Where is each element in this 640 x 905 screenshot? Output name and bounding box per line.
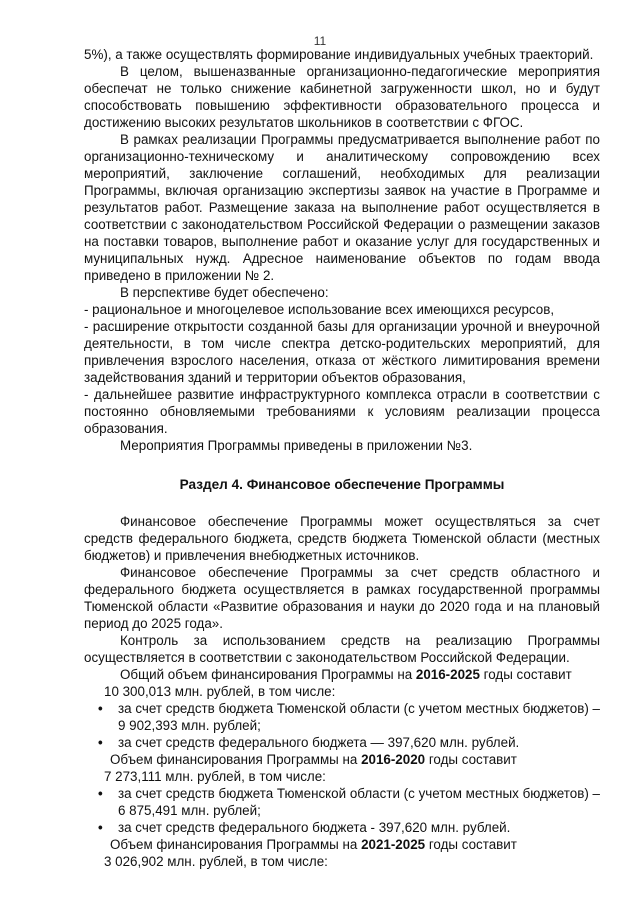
paragraph-perspective: В перспективе будет обеспечено: xyxy=(120,285,329,300)
paragraph-continuation: 5%), а также осуществлять формирование индивидуальных учебных траекторий. xyxy=(84,47,594,62)
dash-item-infrastructure: - дальнейшее развитие инфраструктурного комплекса отрасли в соответствии с постоянно обновляемыми требованиями к условиям реализации процесса образования. xyxy=(84,387,600,436)
bullet-item: • за счет средств федерального бюджета - 397,620 млн. рублей. xyxy=(98,820,511,835)
dash-item-resources: - рациональное и многоцелевое использование всех имеющихся ресурсов, xyxy=(84,302,555,317)
funding-2016-2020-amount: 7 273,111 млн. рублей, в том числе: xyxy=(104,769,326,784)
bullet-item: • за счет средств бюджета Тюменской области (с учетом местных бюджетов) – 9 902,393 млн. рублей; xyxy=(98,701,600,733)
bullet-icon: • xyxy=(98,701,103,716)
paragraph-finance-control: Контроль за использованием средств на реализацию Программы осуществляется в соответствии с законодательством Российской Федерации. xyxy=(84,633,600,665)
paragraph-events-reference: Мероприятия Программы приведены в приложении №3. xyxy=(120,438,473,453)
page-number: 11 xyxy=(313,34,327,48)
paragraph-finance-regional: Финансовое обеспечение Программы за счет средств областного и федерального бюджета осуществляется в рамках государственной программы Тюменской области «Развитие образования и науки до 2020 года и на плановый период до 2025 года». xyxy=(84,565,600,631)
period-2016-2020: 2016-2020 xyxy=(361,752,426,767)
section-title: Раздел 4. Финансовое обеспечение Программы xyxy=(179,477,505,492)
paragraph-implementation: В рамках реализации Программы предусматривается выполнение работ по организационно-техническому и аналитическому сопровождению всех мероприятий, заключение соглашений, необходимых для реализации Программы, включая организацию экспертизы заявок на участие в Программе и результатов работ. Размещение заказа на выполнение работ осуществляется в соответствии с законодательством Российской Федерации о размещении заказов на поставки товаров, выполнение работ и оказание услуг для государственных и муниципальных нужд. Адресное наименование объектов по годам ввода приведено в приложении № 2. xyxy=(84,132,600,283)
funding-2021-2025-amount: 3 026,902 млн. рублей, в том числе: xyxy=(104,854,328,869)
dash-item-openness: - расширение открытости созданной базы для организации урочной и внеурочной деятельности, в том числе спектра детско-родительских мероприятий, для привлечения взрослого населения, отказа от жёсткого лимитирования времени задействования зданий и территории объектов образования, xyxy=(84,319,600,385)
funding-2016-2020-line: Объем финансирования Программы на 2016-2020 годы составит xyxy=(110,752,517,767)
bullet-icon: • xyxy=(98,735,103,750)
total-funding-amount: 10 300,013 млн. рублей, в том числе: xyxy=(104,684,336,699)
paragraph-finance-sources: Финансовое обеспечение Программы может осуществляться за счет средств федерального бюджета, средств бюджета Тюменской области (местных бюджетов) и привлечения внебюджетных источников. xyxy=(84,514,600,563)
total-funding-line: Общий объем финансирования Программы на 2016-2025 годы составит xyxy=(120,667,572,682)
bullet-icon: • xyxy=(98,820,103,835)
bullet-item: • за счет средств бюджета Тюменской области (с учетом местных бюджетов) – 6 875,491 млн. рублей; xyxy=(98,786,600,818)
total-period: 2016-2025 xyxy=(415,667,480,682)
period-2021-2025: 2021-2025 xyxy=(361,837,426,852)
page-content xyxy=(84,46,600,870)
funding-2021-2025-line: Объем финансирования Программы на 2021-2025 годы составит xyxy=(110,837,517,852)
bullet-item: • за счет средств федерального бюджета — 397,620 млн. рублей. xyxy=(98,735,520,750)
bullet-icon: • xyxy=(98,786,103,801)
paragraph-summary: В целом, вышеназванные организационно-педагогические мероприятия обеспечат не только снижение кабинетной загруженности школ, но и будут способствовать повышению эффективности образовательного процесса и достижению высоких результатов школьников в соответствии с ФГОС. xyxy=(84,64,600,130)
